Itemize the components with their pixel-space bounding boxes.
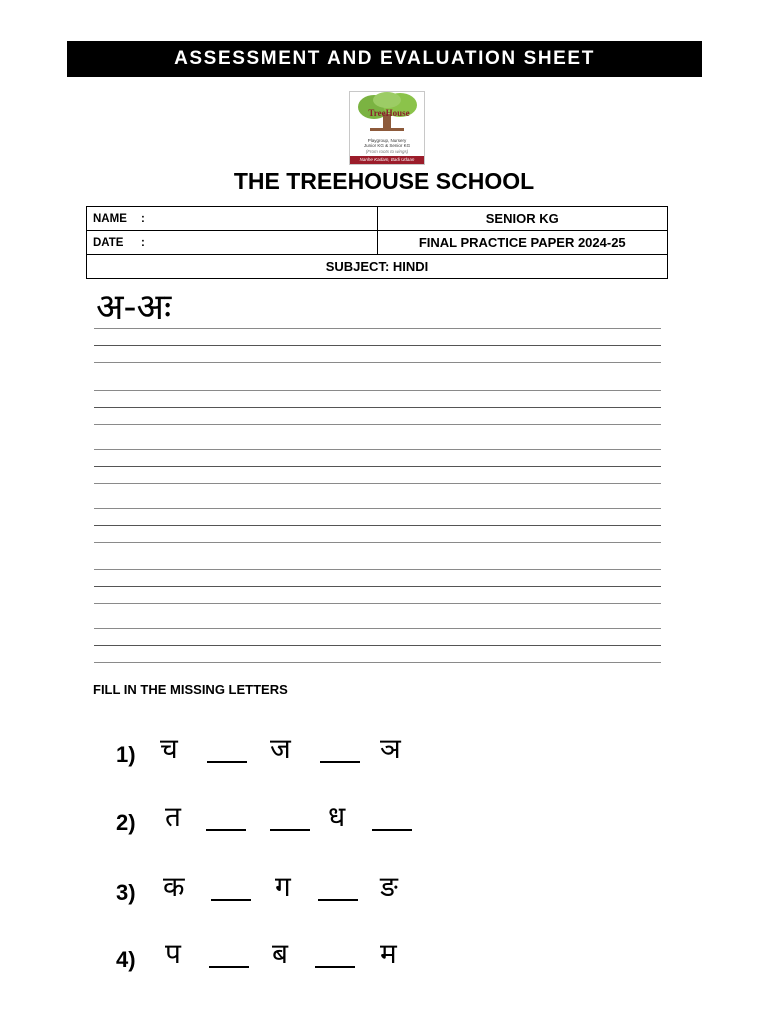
answer-blank[interactable]: [211, 899, 251, 901]
writing-line: [94, 483, 661, 484]
writing-line: [94, 662, 661, 663]
writing-line: [94, 645, 661, 646]
answer-blank[interactable]: [270, 829, 310, 831]
logo-line-3: (From roots to wings): [365, 149, 409, 154]
writing-line: [94, 390, 661, 391]
hindi-letter: त: [165, 800, 181, 833]
answer-blank[interactable]: [372, 829, 412, 831]
hindi-letter: म: [380, 937, 397, 970]
logo-name: TreeHouse: [368, 108, 410, 118]
exercise-title: FILL IN THE MISSING LETTERS: [93, 682, 288, 697]
writing-line: [94, 586, 661, 587]
date-label: DATE: [93, 236, 124, 249]
name-label: NAME: [93, 212, 127, 225]
paper-cell: FINAL PRACTICE PAPER 2024-25: [377, 231, 668, 255]
question-number: 4): [116, 947, 136, 972]
writing-line: [94, 328, 661, 329]
writing-line: [94, 508, 661, 509]
hindi-letter: ध: [328, 800, 346, 833]
hindi-letter: ञ: [380, 732, 401, 765]
writing-line: [94, 542, 661, 543]
sheet-title: ASSESSMENT AND EVALUATION SHEET: [174, 48, 595, 69]
hindi-letter: ङ: [380, 870, 398, 903]
writing-line: [94, 569, 661, 570]
exercise-row: [0, 927, 768, 977]
question-number: 1): [116, 742, 136, 767]
name-colon: :: [141, 212, 145, 225]
answer-blank[interactable]: [315, 966, 355, 968]
answer-blank[interactable]: [318, 899, 358, 901]
logo-tagline: Nanhe Kadam, Badi Udaan: [350, 156, 424, 164]
hindi-letter: च: [160, 732, 178, 765]
writing-line: [94, 424, 661, 425]
exercise-row: [0, 860, 768, 910]
writing-practice-heading: अ-अः: [96, 287, 172, 328]
hindi-letter: क: [163, 870, 185, 903]
hindi-letter: ब: [272, 937, 288, 970]
writing-line: [94, 603, 661, 604]
date-colon: :: [141, 236, 145, 249]
writing-line: [94, 628, 661, 629]
logo-line-1: Playgroup, Nursery: [367, 138, 407, 143]
writing-line: [94, 362, 661, 363]
exercise-row: [0, 790, 768, 840]
school-name: THE TREEHOUSE SCHOOL: [233, 168, 535, 194]
question-number: 3): [116, 880, 136, 905]
writing-line: [94, 407, 661, 408]
answer-blank[interactable]: [206, 829, 246, 831]
exercise-row: [0, 722, 768, 772]
answer-blank[interactable]: [320, 761, 360, 763]
subject-cell: SUBJECT: HINDI: [87, 255, 668, 279]
answer-blank[interactable]: [207, 761, 247, 763]
writing-line: [94, 525, 661, 526]
answer-blank[interactable]: [209, 966, 249, 968]
hindi-letter: प: [165, 937, 181, 970]
grade-cell: SENIOR KG: [377, 207, 668, 231]
hindi-letter: ज: [270, 732, 291, 765]
question-number: 2): [116, 810, 136, 835]
writing-line: [94, 466, 661, 467]
logo-line-2: Junior KG & Senior KG: [363, 143, 411, 148]
writing-line: [94, 449, 661, 450]
writing-line: [94, 345, 661, 346]
hindi-letter: ग: [275, 870, 291, 903]
